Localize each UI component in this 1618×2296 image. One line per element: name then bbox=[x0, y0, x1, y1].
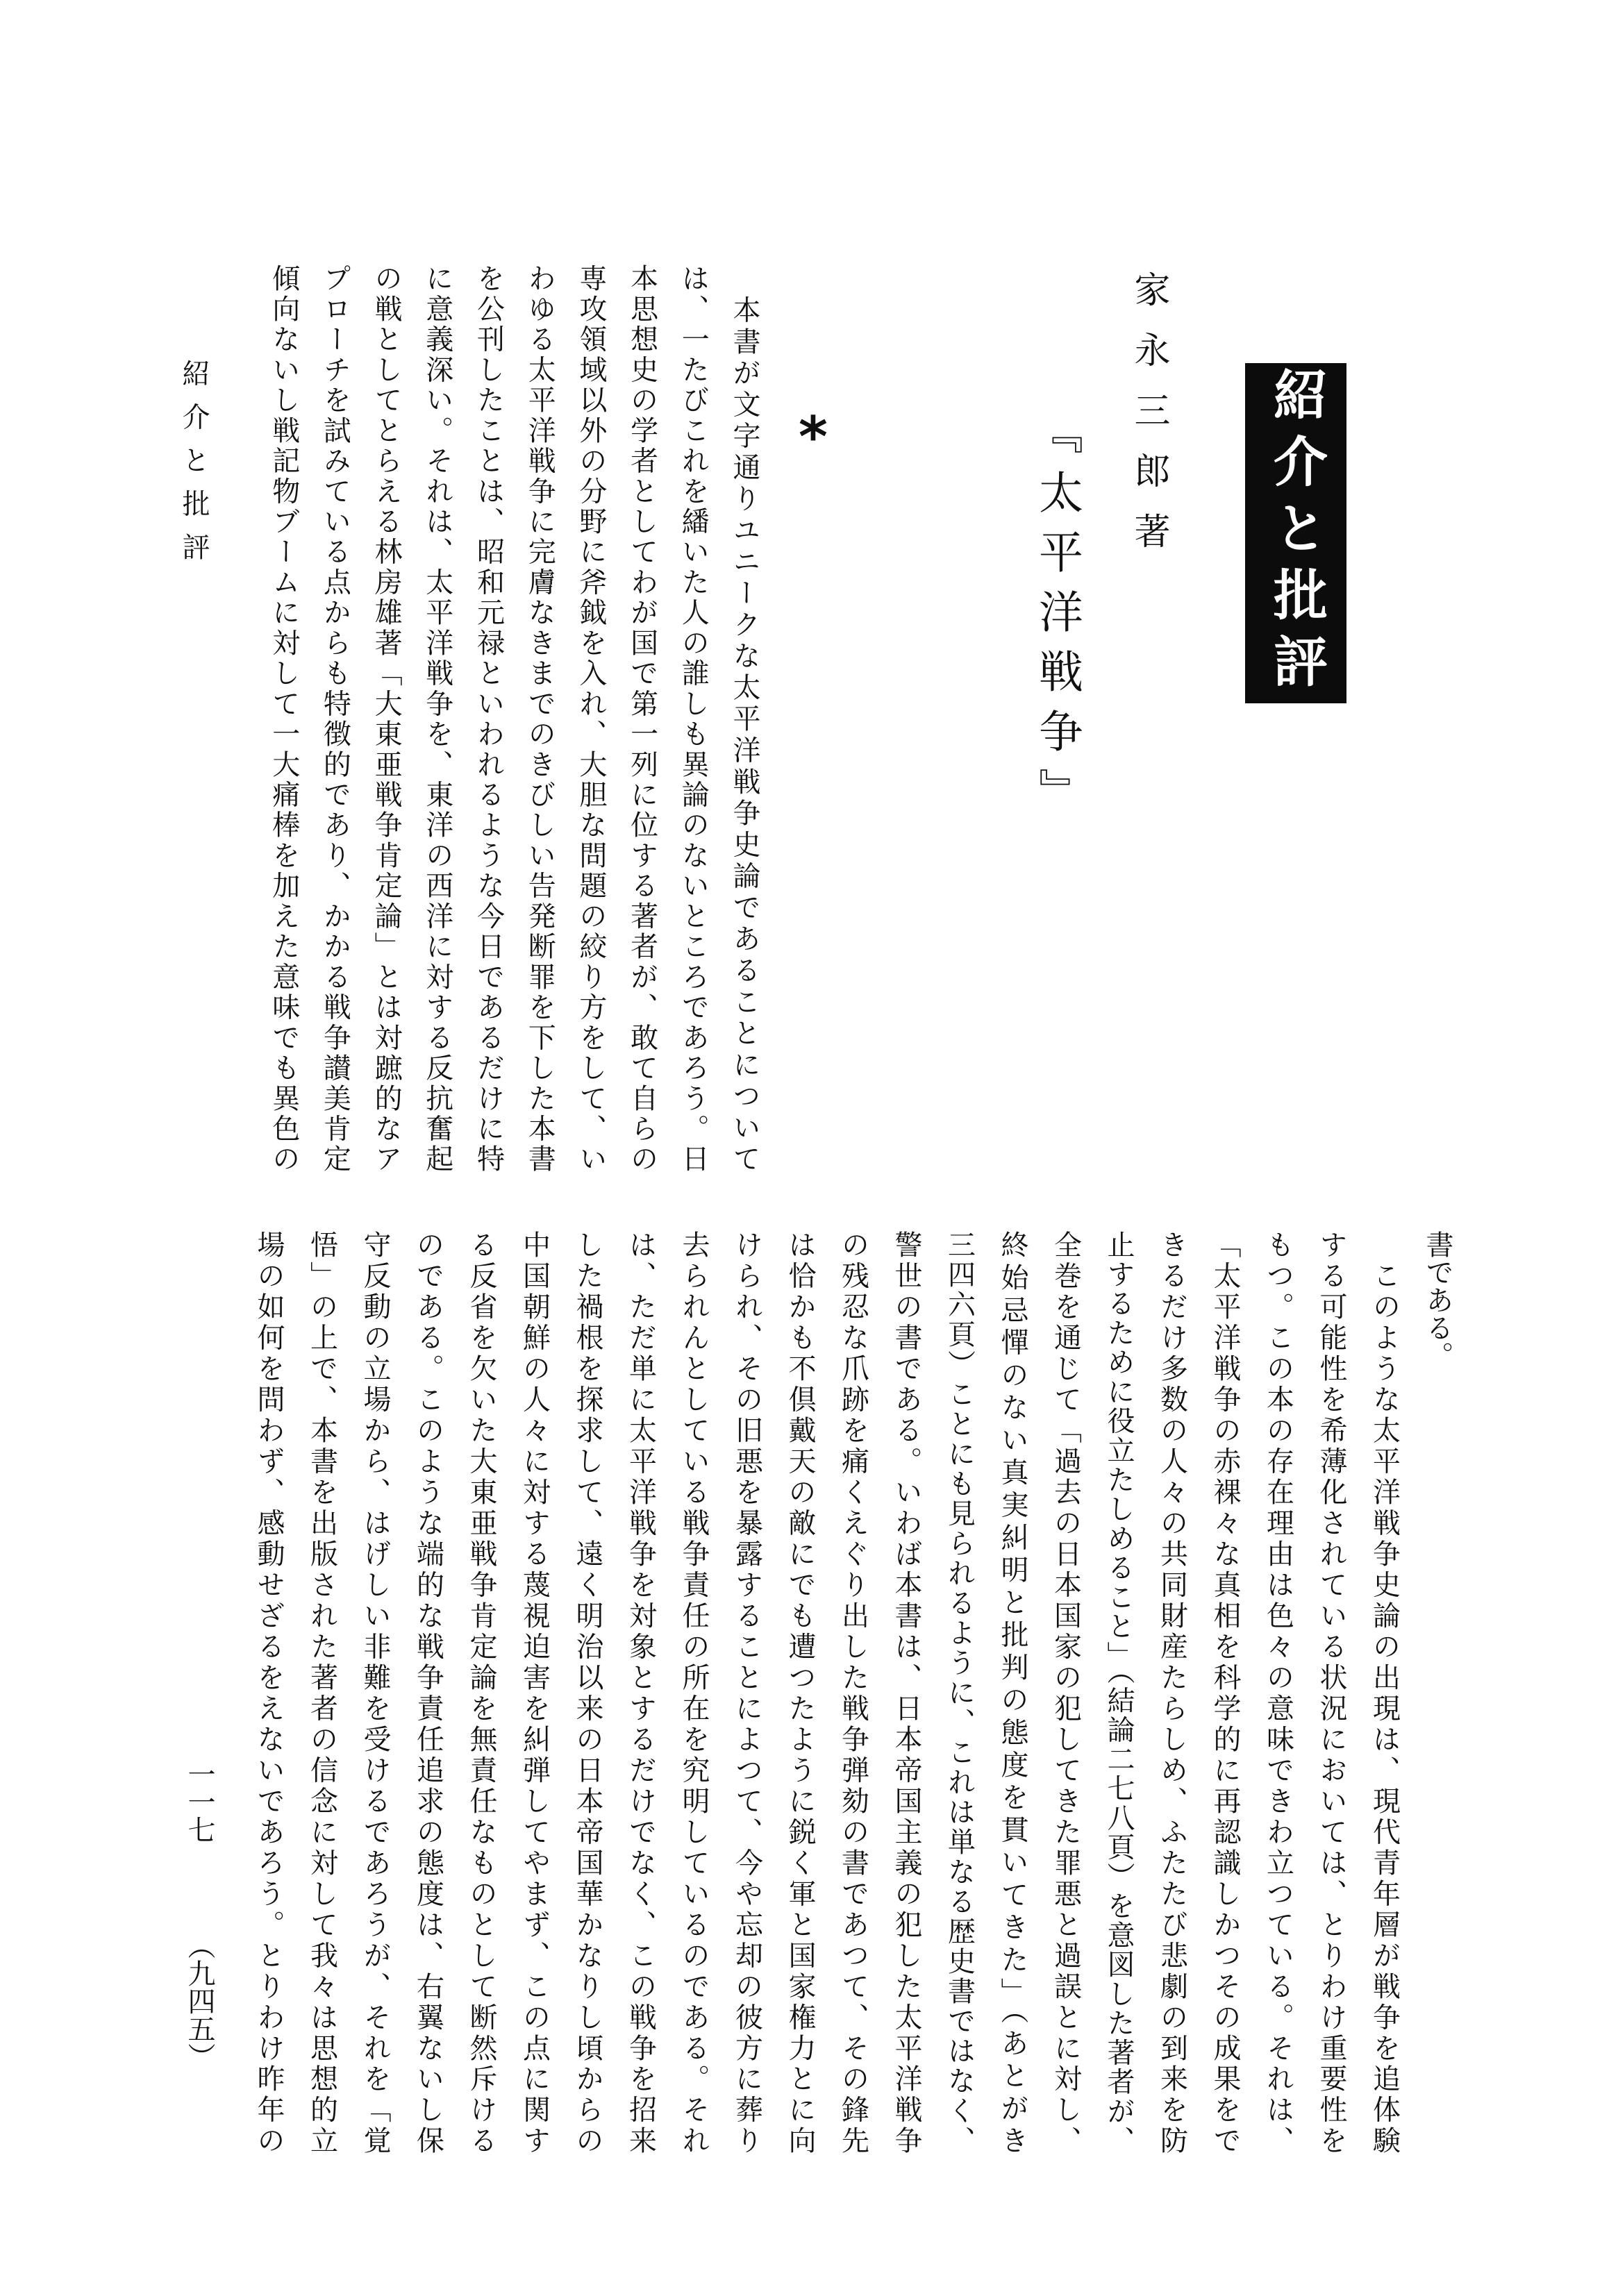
text-column: きるだけ多数の人々の共同財産たらしめ、ふたたび悲劇の到来を防 bbox=[1156, 1230, 1188, 2154]
text-column: は、一たびこれを繙いた人の誰しも異論のないところであろう。日 bbox=[677, 264, 710, 1172]
text-column: は、ただ単に太平洋戦争を対象とするだけでなく、この戦争を招来 bbox=[624, 1230, 657, 2154]
text-column: の戦としてとらえる林房雄著「大東亜戦争肯定論」とは対蹠的なア bbox=[370, 264, 403, 1172]
text-column: もつ。この本の存在理由は色々の意味できわ立つている。それは、 bbox=[1262, 1230, 1294, 2154]
text-column: わゆる太平洋戦争に完膚なきまでのきびしい告発断罪を下した本書 bbox=[524, 264, 556, 1172]
section-label: 紹介と批評 bbox=[1265, 367, 1327, 700]
text-column: の残忍な爪跡を痛くえぐり出した戦争弾劾の書であつて、その鋒先 bbox=[837, 1230, 869, 2154]
text-column: このような太平洋戦争史論の出現は、現代青年層が戦争を追体験 bbox=[1368, 1230, 1401, 2154]
book-author: 家永三郎著 bbox=[1128, 271, 1169, 548]
book-title: 『太平洋戦争』 bbox=[1031, 410, 1083, 812]
text-column: に意義深い。それは、太平洋戦争を、東洋の西洋に対する反抗奮起 bbox=[421, 264, 453, 1172]
text-column: る反省を欠いた大東亜戦争肯定論を無責任なものとして断然斥ける bbox=[465, 1230, 497, 2154]
volume-page-number: （九四五） bbox=[183, 1932, 215, 2070]
text-column: 「太平洋戦争の赤裸々な真相を科学的に再認識しかつその成果をで bbox=[1209, 1230, 1241, 2154]
text-column: 本思想史の学者としてわが国で第一列に位する著者が、敢て自らの bbox=[626, 264, 658, 1172]
text-column: 専攻領域以外の分野に斧鉞を入れ、大胆な問題の絞り方をして、い bbox=[574, 264, 607, 1172]
running-head: 紹介と批評 bbox=[178, 359, 210, 560]
text-column: を公刊したことは、昭和元禄といわれるような今日であるだけに特 bbox=[472, 264, 505, 1172]
page-number: 一一七 bbox=[183, 1760, 215, 1843]
section-separator: * bbox=[799, 405, 828, 469]
text-column: 傾向ないし戦記物ブームに対して一大痛棒を加えた意味でも異色の bbox=[267, 264, 300, 1172]
text-column: 全巻を通じて「過去の日本国家の犯してきた罪悪と過誤とに対し、 bbox=[1049, 1230, 1082, 2154]
text-column: 止するために役立たしめること」（結論二七八頁）を意図した著者が、 bbox=[1103, 1230, 1135, 2154]
text-column: した禍根を探求して、遠く明治以来の日本帝国華かなりし頃からの bbox=[572, 1230, 603, 2154]
text-column: 書である。 bbox=[1421, 1230, 1453, 1369]
text-column: 悟」の上で、本書を出版された著者の信念に対して我々は思想的立 bbox=[306, 1230, 338, 2154]
text-column: は恰かも不倶戴天の敵にでも遭つたように鋭く軍と国家権力とに向 bbox=[784, 1230, 816, 2154]
section-label-box bbox=[1245, 363, 1346, 703]
text-column: 本書が文字通りユニークな太平洋戦争史論であることについて bbox=[728, 264, 760, 1172]
text-column: 中国朝鮮の人々に対する蔑視迫害を糾弾してやまず、この点に関す bbox=[518, 1230, 551, 2154]
text-column: プローチを試みている点からも特徴的であり、かかる戦争讃美肯定 bbox=[319, 264, 351, 1173]
text-column: 場の如何を問わず、感動せざるをえないであろう。とりわけ昨年の bbox=[253, 1230, 285, 2154]
text-column: 三四六頁）ことにも見られるように、これは単なる歴史書ではなく、 bbox=[943, 1230, 976, 2154]
text-column: 守反動の立場から、はげしい非難を受けるであろうが、それを「覚 bbox=[359, 1230, 391, 2154]
text-column: のである。このような端的な戦争責任追求の態度は、右翼ないし保 bbox=[412, 1230, 444, 2154]
text-column: 終始忌憚のない真実糾明と批判の態度を貫いてきた」（あとがき bbox=[996, 1230, 1028, 2154]
text-column: 警世の書である。いわば本書は、日本帝国主義の犯した太平洋戦争 bbox=[890, 1230, 922, 2154]
text-column: けられ、その旧悪を暴露することによつて、今や忘却の彼方に葬り bbox=[731, 1230, 763, 2154]
text-column: 去られんとしている戦争責任の所在を究明しているのである。それ bbox=[678, 1230, 710, 2154]
text-column: する可能性を希薄化されている状況においては、とりわけ重要性を bbox=[1315, 1230, 1347, 2154]
